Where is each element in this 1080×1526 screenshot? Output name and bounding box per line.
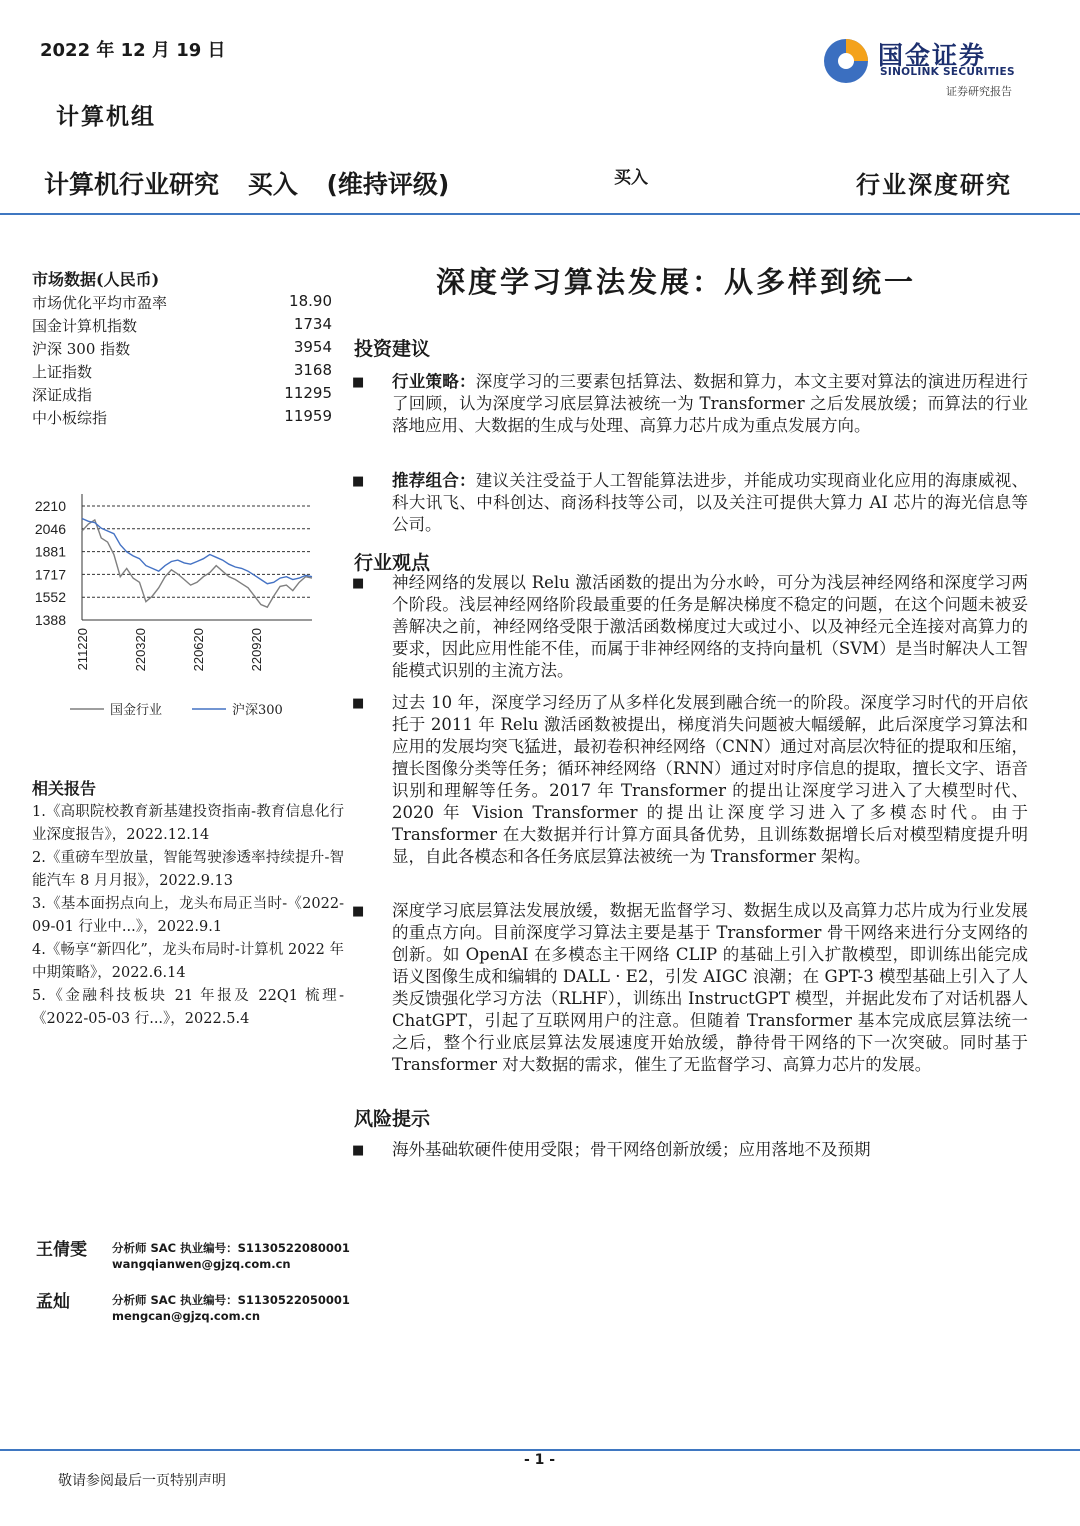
x-tick-label: 211220: [75, 628, 90, 671]
legend-label: 沪深300: [232, 703, 283, 718]
market-label: 上证指数: [32, 363, 93, 381]
page-number: - 1 -: [524, 1452, 556, 1468]
market-value: 3168: [293, 361, 332, 379]
x-tick-label: 220920: [249, 628, 264, 672]
analyst-cert: 分析师 SAC 执业编号：S1130522050001: [112, 1293, 350, 1307]
bullet-icon: ■: [352, 1143, 365, 1158]
series-line: [82, 520, 312, 607]
header-divider: [0, 213, 1080, 215]
y-tick-label: 2046: [34, 520, 66, 537]
y-tick-label: 2210: [34, 498, 66, 514]
y-tick-label: 1552: [34, 589, 66, 606]
rating-label: 买入: [247, 170, 298, 199]
bullet-icon: ■: [352, 904, 365, 919]
logo-text-cn: 国金证券: [878, 41, 987, 70]
market-row: [32, 292, 332, 315]
bullet-icon: ■: [352, 696, 365, 711]
index-line-chart: [28, 480, 328, 720]
x-tick-label: 220320: [133, 628, 148, 672]
y-tick-label: 1717: [34, 566, 66, 583]
logo-text-en: SINOLINK SECURITIES: [880, 66, 1015, 78]
rating-note: (维持评级): [326, 170, 450, 199]
related-report-item[interactable]: 5.《金融科技板块 21 年报及 22Q1 梳理-《2022-05-03 行...》，2022.5.4: [32, 988, 344, 1027]
view-paragraph: 深度学习底层算法发展放缓，数据无监督学习、数据生成以及高算力芯片成为行业发展的重点方向。目前深度学习算法主要是基于 Transformer 骨干网络来进行分支网络的创新。如 OpenAI 在多模态主干网络 CLIP 的基础上引入扩散模型，即训练出能完成语义图像生成和编辑的 DALL · E2，引发 AIGC 浪潮；在 GPT-3 模型基础上引入了人类反馈强化学习方法（RLHF），训练出 InstructGPT 模型，并据此发布了对话机器人 ChatGPT，引起了互联网用户的注意。但随着 Transformer 基本完成底层算法统一之后，整个行业底层算法发展速度开始放缓，静待骨干网络的下一次突破。同时基于 Transformer 对大数据的需求，催生了无监督学习、高算力芯片的发展。: [392, 901, 1028, 1074]
market-label: 沪深 300 指数: [32, 340, 131, 358]
analyst-name: 孟灿: [36, 1292, 70, 1312]
section-risk-title: 风险提示: [354, 1108, 431, 1130]
related-report-item[interactable]: 2.《重磅车型放量，智能驾驶渗透率持续提升-智能汽车 8 月月报》，2022.9.13: [32, 850, 344, 889]
view-paragraph: 过去 10 年，深度学习经历了从多样化发展到融合统一的阶段。深度学习时代的开启依托于 2011 年 Relu 激活函数被提出，梯度消失问题被大幅缓解，此后深度学习算法和应用的发展均突飞猛进，最初卷积神经网络（CNN）通过对高层次特征的提取和压缩，擅长图像分类等任务；循环神经网络（RNN）通过对时序信息的提取，擅长文字、语音识别和理解等任务。2017 年 Transformer 的提出让深度学习进入了大模型时代、2020 年 Vision Transformer 的提出让深度学习进入了多模态时代。由于 Transformer 在大数据并行计算方面具备优势，且训练数据增长后对模型精度提升明显，自此各模态和各任务底层算法被统一为 Transformer 架构。: [392, 693, 1028, 866]
y-tick-label: 1881: [34, 543, 66, 560]
report-date: 2022 年 12 月 19 日: [40, 40, 226, 61]
analyst-email[interactable]: mengcan@gjzq.com.cn: [112, 1309, 261, 1323]
team-name: 计算机组: [56, 103, 156, 130]
market-label: 市场优化平均市盈率: [32, 294, 168, 312]
invest-paragraph: [392, 470, 1028, 536]
related-reports-title: 相关报告: [32, 779, 97, 798]
market-label: 深证成指: [32, 386, 93, 404]
view-paragraph: 神经网络的发展以 Relu 激活函数的提出为分水岭，可分为浅层神经网络和深度学习两个阶段。浅层神经网络阶段最重要的任务是解决梯度不稳定的问题，在这个问题未被妥善解决之前，神经网络受限于激活函数梯度过大或过小、以及神经元全连接对高算力的要求，因此应用性能不佳，而属于非神经网络的支持向量机（SVM）是当时解决人工智能模式识别的主流方法。: [392, 573, 1028, 680]
footer-divider: [0, 1449, 1080, 1451]
y-tick-label: 1388: [34, 612, 66, 628]
risk-paragraph: 海外基础软硬件使用受限；骨干网络创新放缓；应用落地不及预期: [392, 1140, 871, 1159]
related-report-item[interactable]: 3.《基本面拐点向上，龙头布局正当时-《2022-09-01 行业中...》，2022.9.1: [32, 896, 344, 935]
x-tick-label: 220620: [191, 628, 206, 672]
invest-paragraph: [392, 371, 1028, 437]
market-label: 中小板综指: [32, 409, 108, 427]
bullet-icon: ■: [352, 375, 365, 390]
invest-text: 建议关注受益于人工智能算法进步，并能成功实现商业化应用的海康威视、科大讯飞、中科创达、商汤科技等公司，以及关注可提供大算力 AI 芯片的海光信息等公司。: [392, 471, 1029, 534]
invest-text: 深度学习的三要素包括算法、数据和算力，本文主要对算法的演进历程进行了回顾，认为深度学习底层算法被统一为 Transformer 之后发展放缓；而算法的行业落地应用、大数据的生成与处理、高算力芯片成为重点发展方向。: [392, 372, 1029, 435]
industry-label: 计算机行业研究: [44, 170, 220, 199]
market-value: 1734: [293, 315, 332, 333]
related-report-item[interactable]: 1.《高职院校教育新基建投资指南-教育信息化行业深度报告》，2022.12.14: [32, 804, 344, 843]
analyst-cert: 分析师 SAC 执业编号：S1130522080001: [112, 1241, 350, 1255]
bullet-icon: ■: [352, 576, 365, 591]
rating-center: 买入: [614, 168, 648, 188]
market-data-title: 市场数据(人民币): [32, 270, 160, 289]
analyst-email[interactable]: wangqianwen@gjzq.com.cn: [112, 1257, 291, 1271]
invest-head: 行业策略：: [392, 372, 476, 391]
related-report-item[interactable]: 4.《畅享“新四化”，龙头布局时-计算机 2022 年中期策略》，2022.6.14: [32, 942, 344, 981]
report-type: 行业深度研究: [856, 170, 1012, 199]
market-row: [32, 338, 332, 361]
analyst-name: 王倩雯: [36, 1240, 87, 1260]
market-value: 11959: [284, 407, 332, 425]
market-row: [32, 407, 332, 430]
market-value: 11295: [284, 384, 332, 402]
market-row: [32, 315, 332, 338]
legend-label: 国金行业: [110, 703, 163, 718]
market-row: [32, 361, 332, 384]
market-value: 18.90: [289, 292, 332, 310]
market-value: 3954: [293, 338, 332, 356]
analyst-info: [112, 1240, 350, 1272]
section-view-title: 行业观点: [354, 552, 431, 574]
section-invest-title: 投资建议: [354, 338, 431, 360]
market-row: [32, 384, 332, 407]
bullet-icon: ■: [352, 474, 365, 489]
analyst-info: [112, 1292, 350, 1324]
invest-head: 推荐组合：: [392, 471, 476, 490]
footer-note: 敬请参阅最后一页特别声明: [58, 1473, 226, 1489]
market-label: 国金计算机指数: [32, 317, 138, 335]
report-title: 深度学习算法发展：从多样到统一: [436, 265, 917, 299]
rating-line: [44, 165, 469, 201]
logo-subtitle: 证券研究报告: [946, 85, 1012, 98]
